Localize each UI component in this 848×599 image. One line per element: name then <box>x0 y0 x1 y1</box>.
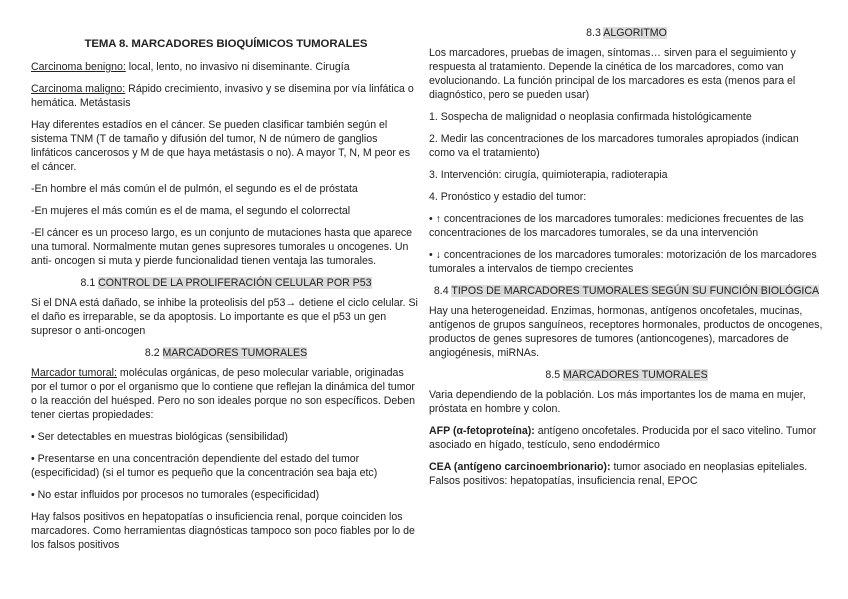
section-title: MARCADORES TUMORALES <box>162 347 308 359</box>
left-column <box>31 0 421 560</box>
bullet-item: • ↓ concentraciones de los marcadores tumorales: motorización de los marcadores tumorales a intervalos de tiempo crecientes <box>429 249 817 275</box>
paragraph-hombre: -En hombre el más común el de pulmón, el segundo es el de próstata <box>31 183 358 195</box>
section-number: 8.4 <box>433 285 452 297</box>
section-title: TIPOS DE MARCADORES TUMORALES SEGÚN SU FUNCIÓN BIOLÓGICA <box>451 285 820 297</box>
paragraph-carcinoma-maligno <box>31 82 421 110</box>
term-label: CEA (antígeno carcinoembrionario): <box>429 461 611 473</box>
section-heading-8-5 <box>429 368 824 382</box>
section-title: CONTROL DE LA PROLIFERACIÓN CELULAR POR P53 <box>98 277 372 289</box>
term-label: Carcinoma maligno: <box>31 83 126 95</box>
section-number: 8.3 <box>586 27 604 39</box>
paragraph-falsos-positivos: Hay falsos positivos en hepatopatías o insuficiencia renal, porque coinciden los marcadores. Como herramientas diagnósticas tampoco son poco fiables por lo de los falsos positivos <box>31 511 415 551</box>
section-number: 8.5 <box>545 369 564 381</box>
paragraph-text: tumor asociado en neoplasias epiteliales. Falsos positivos: hepatopatías, insuficiencia renal, EPOC <box>429 461 808 487</box>
paragraph-estadios: Hay diferentes estadíos en el cáncer. Se pueden clasificar también según el sistema TNM (T de tamaño y difusión del tumor, N de número de ganglios linfáticos cancerosos y M de que haya metástasis o no). A mayor T, N, M peor es el cáncer. <box>31 119 410 173</box>
paragraph-proceso: -El cáncer es un proceso largo, es un conjunto de mutaciones hasta que aparece una tumoral. Normalmente mutan genes supresores tumorales u oncogenes. Un anti- oncogen si muta y pierde funcionalidad tienen ventaja las tumorales. <box>31 227 413 267</box>
section-heading-8-1 <box>31 276 421 290</box>
paragraph-cea <box>429 460 824 488</box>
paragraph-p53: Si el DNA está dañado, se inhibe la proteolisis del p53→ detiene el ciclo celular. Si el daño es irreparable, se da apoptosis. Lo importante es que el p53 un gen supresor o anti-oncogen <box>31 297 418 337</box>
bullet-item: • ↑ concentraciones de los marcadores tumorales: mediciones frecuentes de las concentraciones de los marcadores tumorales, se da una intervención <box>429 213 804 239</box>
section-heading-8-3 <box>429 26 824 40</box>
bullet-item: • Ser detectables en muestras biológicas (sensibilidad) <box>31 431 288 443</box>
paragraph-heterogeneidad: Hay una heterogeneidad. Enzimas, hormonas, antígenos oncofetales, mucinas, antígenos de grupos sanguíneos, receptores hormonales, productos de oncogenes, productos de genes supresores de tumores (antioncogenes), marcadores de angiogénesis, miRNAs. <box>429 305 823 359</box>
numbered-item: 1. Sospecha de malignidad o neoplasia confirmada histológicamente <box>429 111 752 123</box>
right-column <box>429 0 824 496</box>
term-label: Marcador tumoral: <box>31 367 117 379</box>
section-number: 8.1 <box>80 277 99 289</box>
numbered-item: 3. Intervención: cirugía, quimioterapia, radioterapia <box>429 169 668 181</box>
section-title: MARCADORES TUMORALES <box>563 369 708 381</box>
paragraph-afp <box>429 424 824 452</box>
paragraph-algoritmo: Los marcadores, pruebas de imagen, síntomas… sirven para el seguimiento y respuesta al tratamiento. Depende la cinética de los marcadores, como van evolucionando. La función principal de los marcadores es esta (menos para el diagnóstico, pero se pueden usar) <box>429 47 796 101</box>
paragraph-text: Rápido crecimiento, invasivo y se disemina por vía linfática o hemática. Metástasis <box>31 83 414 109</box>
paragraph-marcador-tumoral <box>31 366 421 422</box>
paragraph-poblacion: Varia dependiendo de la población. Los más importantes los de mama en mujer, próstata en hombre y colon. <box>429 389 806 415</box>
paragraph-carcinoma-benigno <box>31 60 421 74</box>
paragraph-text: local, lento, no invasivo ni diseminante. Cirugía <box>125 61 350 73</box>
page-title: TEMA 8. MARCADORES BIOQUÍMICOS TUMORALES <box>84 38 368 50</box>
paragraph-text: antígeno oncofetales. Producida por el saco vitelino. Tumor asociado en hígado, testículo, seno endodérmico <box>429 425 817 451</box>
section-title: ALGORITMO <box>603 27 667 39</box>
section-number: 8.2 <box>144 347 163 359</box>
bullet-item: • Presentarse en una concentración dependiente del estado del tumor (especificidad) (si el tumor es pequeño que la concentración sea baja etc) <box>31 453 378 479</box>
section-heading-8-2 <box>31 346 421 360</box>
numbered-item: 4. Pronóstico y estadio del tumor: <box>429 191 587 203</box>
section-heading-8-4 <box>429 284 824 298</box>
numbered-item: 2. Medir las concentraciones de los marcadores tumorales apropiados (indican como va el tratamiento) <box>429 133 799 159</box>
bullet-item: • No estar influidos por procesos no tumorales (especificidad) <box>31 489 320 501</box>
term-label: AFP (α-fetoproteína): <box>429 425 535 437</box>
term-label: Carcinoma benigno: <box>31 61 126 73</box>
paragraph-mujeres: -En mujeres el más común es el de mama, el segundo el colorrectal <box>31 205 351 217</box>
paragraph-text: moléculas orgánicas, de peso molecular variable, originadas por el tumor o por el organismo que lo contiene que reflejan la dinámica del tumor o la reacción del huésped. Pero no son ideales porque no son específicos. Deben tener ciertas propiedades: <box>31 367 415 421</box>
